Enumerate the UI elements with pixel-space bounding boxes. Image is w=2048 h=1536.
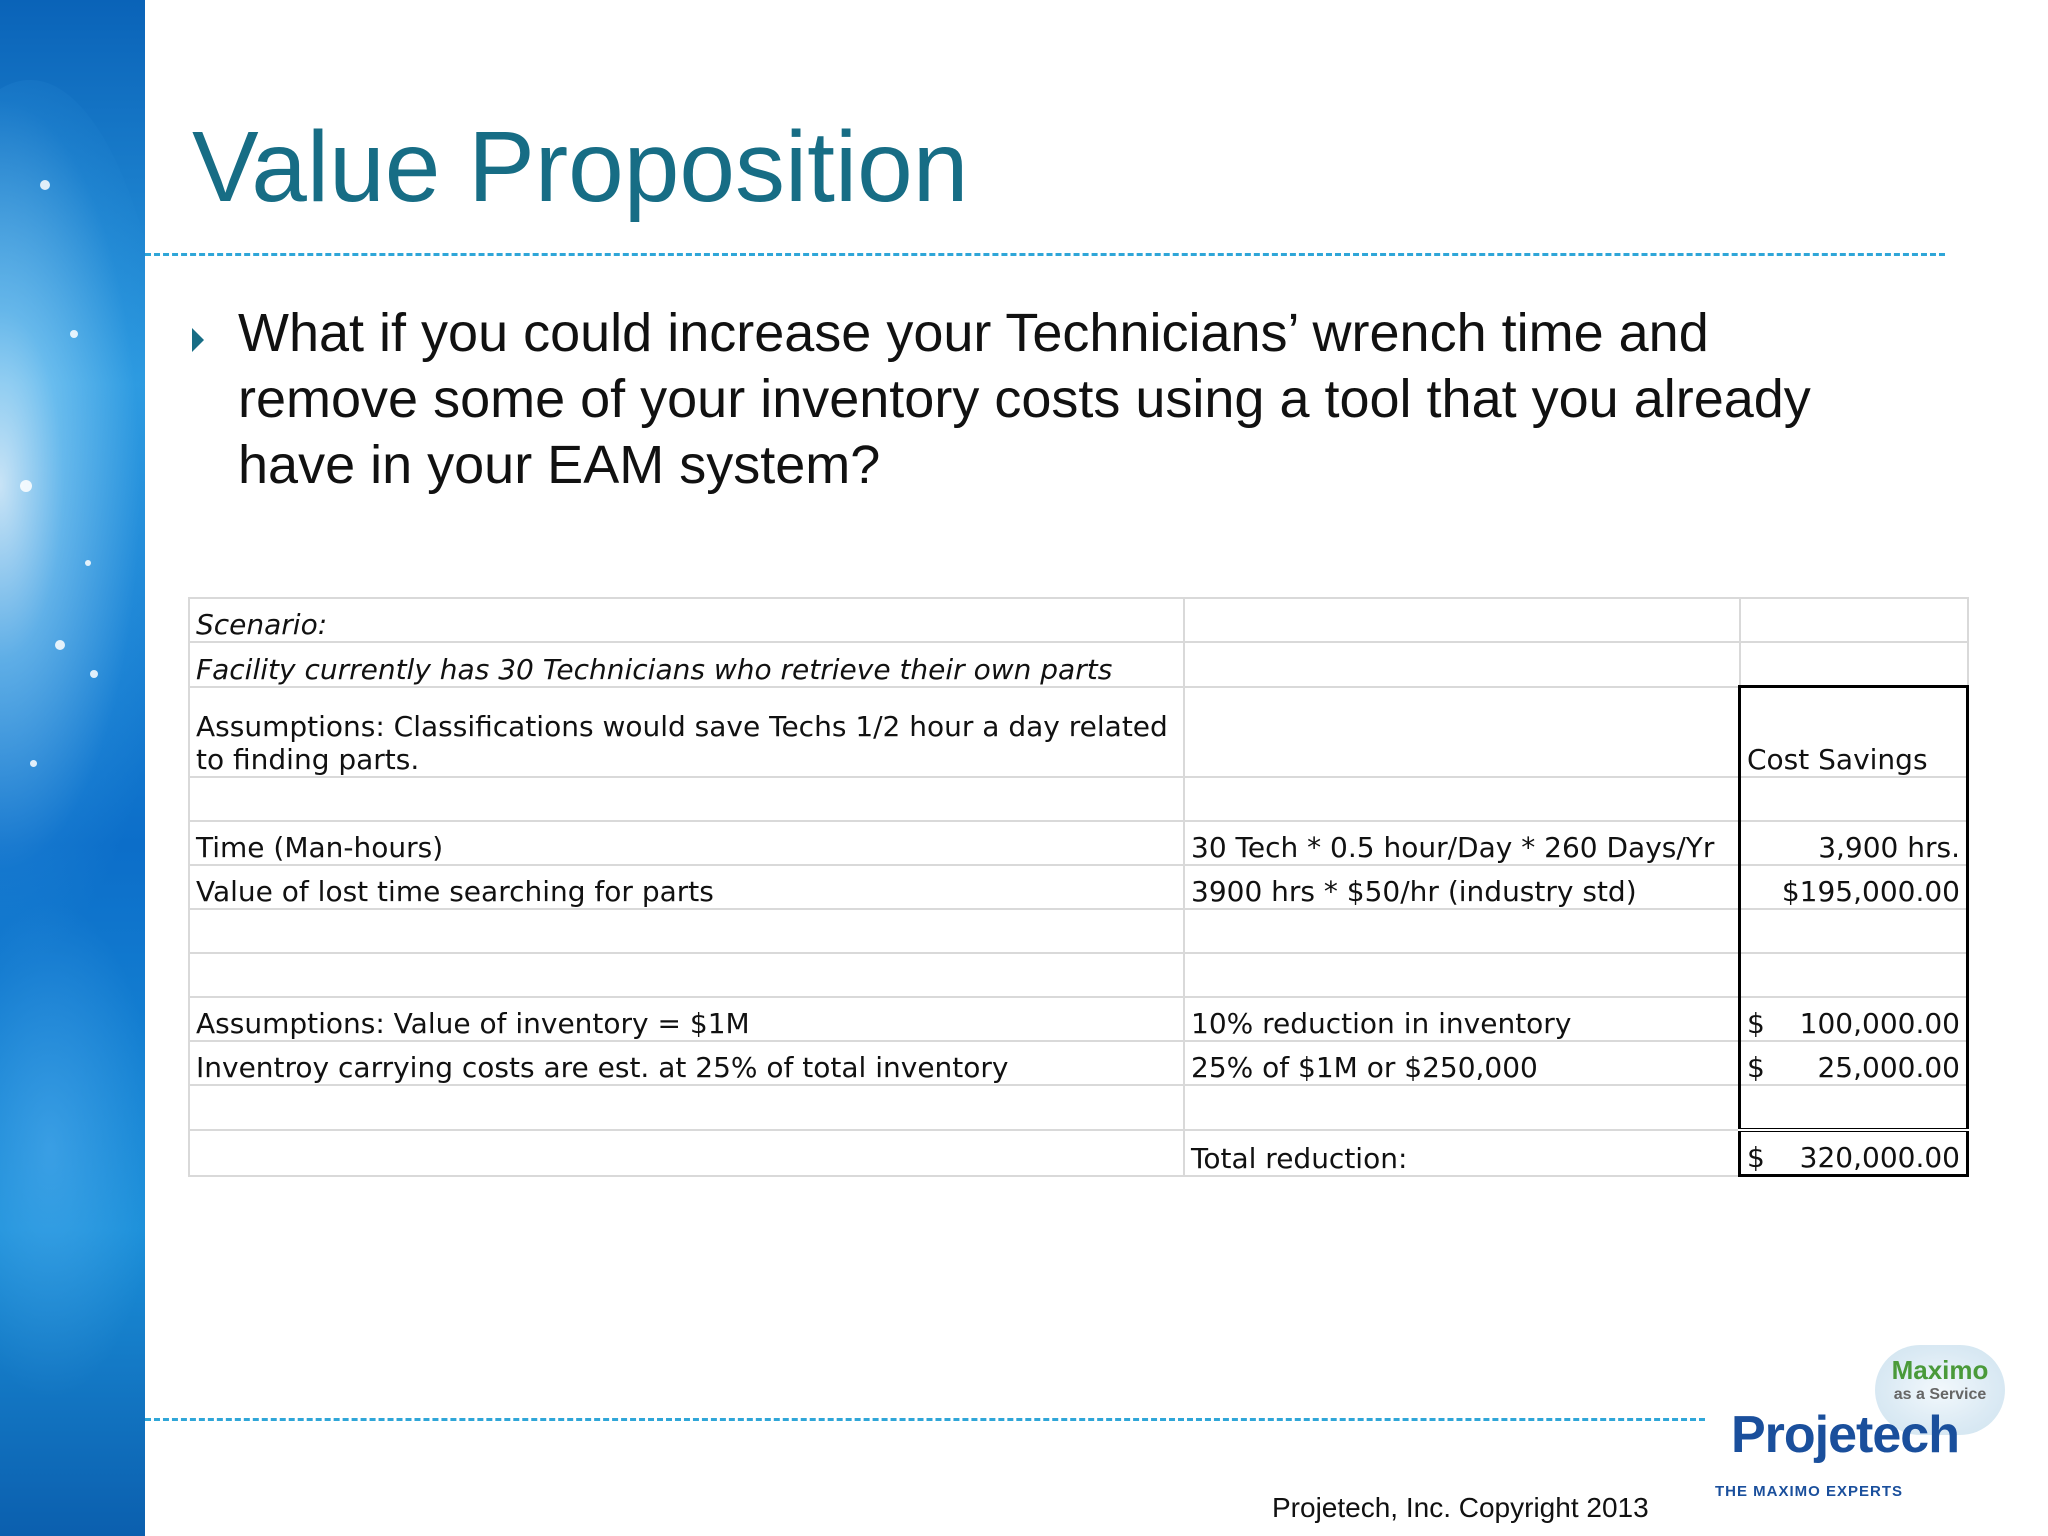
sparkle-decoration (20, 480, 32, 492)
table-cell: Time (Man-hours) (189, 821, 1184, 865)
table-cell: 10% reduction in inventory (1184, 997, 1740, 1041)
table-cell: Facility currently has 30 Technicians who retrieve their own parts (189, 642, 1184, 687)
table-cell: 3,900 hrs. (1740, 821, 1968, 865)
sparkle-decoration (55, 640, 65, 650)
table-row (189, 598, 1968, 642)
logo-wordmark: Projetech (1731, 1406, 1959, 1464)
currency-amount: 25,000.00 (1817, 1051, 1960, 1084)
table-cell (1184, 909, 1740, 953)
table-cell: 25% of $1M or $250,000 (1184, 1041, 1740, 1085)
table-cell: Assumptions: Classifications would save Techs 1/2 hour a day related to finding parts. (189, 687, 1184, 778)
table-row (189, 865, 1968, 909)
badge-title: Maximo (1891, 1355, 1989, 1385)
table-cell (189, 1130, 1184, 1176)
table-cell (189, 909, 1184, 953)
currency-amount: 320,000.00 (1799, 1141, 1960, 1174)
title-divider (145, 253, 1945, 256)
currency-symbol: $ (1747, 1007, 1765, 1040)
sparkle-decoration (30, 760, 37, 767)
total-label: Total reduction: (1184, 1130, 1740, 1176)
table-row (189, 642, 1968, 687)
badge-subtitle: as a Service (1893, 1386, 1987, 1403)
bullet-text: What if you could increase your Technicians’ wrench time and remove some of your inventory costs using a tool that you already have in your EAM system? (238, 303, 1811, 495)
table-row (189, 1085, 1968, 1130)
table-cell (1184, 687, 1740, 778)
table-cell (1740, 953, 1968, 997)
table-cell (1184, 642, 1740, 687)
table-cell (189, 953, 1184, 997)
table-row (189, 1130, 1968, 1176)
table-cell (1740, 1085, 1968, 1130)
table-cell (189, 1085, 1184, 1130)
table-cell (189, 777, 1184, 821)
currency-amount: 100,000.00 (1799, 1007, 1960, 1040)
table-cell (1184, 953, 1740, 997)
copyright-text: Projetech, Inc. Copyright 2013 (1272, 1492, 1649, 1523)
currency-symbol: $ (1747, 1051, 1765, 1084)
table-cell (1740, 598, 1968, 642)
table-cell (1184, 777, 1740, 821)
table-cell: 30 Tech * 0.5 hour/Day * 260 Days/Yr (1184, 821, 1740, 865)
slide-title: Value Proposition (192, 111, 969, 223)
cost-savings-header: Cost Savings (1740, 687, 1968, 778)
total-value (1740, 1130, 1968, 1176)
footer-divider (145, 1418, 1705, 1421)
table-cell: $195,000.00 (1740, 865, 1968, 909)
table-cell: Scenario: (189, 598, 1184, 642)
table-cell: Assumptions: Value of inventory = $1M (189, 997, 1184, 1041)
table-cell (1740, 642, 1968, 687)
table-cell: 3900 hrs * $50/hr (industry std) (1184, 865, 1740, 909)
table-cell (1740, 997, 1968, 1041)
logo-tagline: THE MAXIMO EXPERTS (1715, 1483, 1904, 1500)
table-row (189, 1041, 1968, 1085)
sparkle-decoration (85, 560, 91, 566)
table-row (189, 909, 1968, 953)
table-cell (1740, 777, 1968, 821)
sparkle-decoration (90, 670, 98, 678)
currency-symbol: $ (1747, 1141, 1765, 1174)
table-row (189, 687, 1968, 778)
table-cell: Value of lost time searching for parts (189, 865, 1184, 909)
decorative-sidebar (0, 0, 145, 1536)
table-cell (1740, 1041, 1968, 1085)
table-row (189, 953, 1968, 997)
cost-savings-table (188, 597, 1969, 1177)
table-row (189, 997, 1968, 1041)
table-cell (1740, 909, 1968, 953)
table-cell (1184, 598, 1740, 642)
table-cell (1184, 1085, 1740, 1130)
sparkle-decoration (70, 330, 78, 338)
sparkle-decoration (40, 180, 50, 190)
table-row (189, 777, 1968, 821)
bullet-arrow-icon (192, 328, 204, 352)
table-row (189, 821, 1968, 865)
bullet-point (192, 300, 1892, 498)
table-cell: Inventroy carrying costs are est. at 25% of total inventory (189, 1041, 1184, 1085)
projetech-logo (1685, 1345, 2005, 1505)
